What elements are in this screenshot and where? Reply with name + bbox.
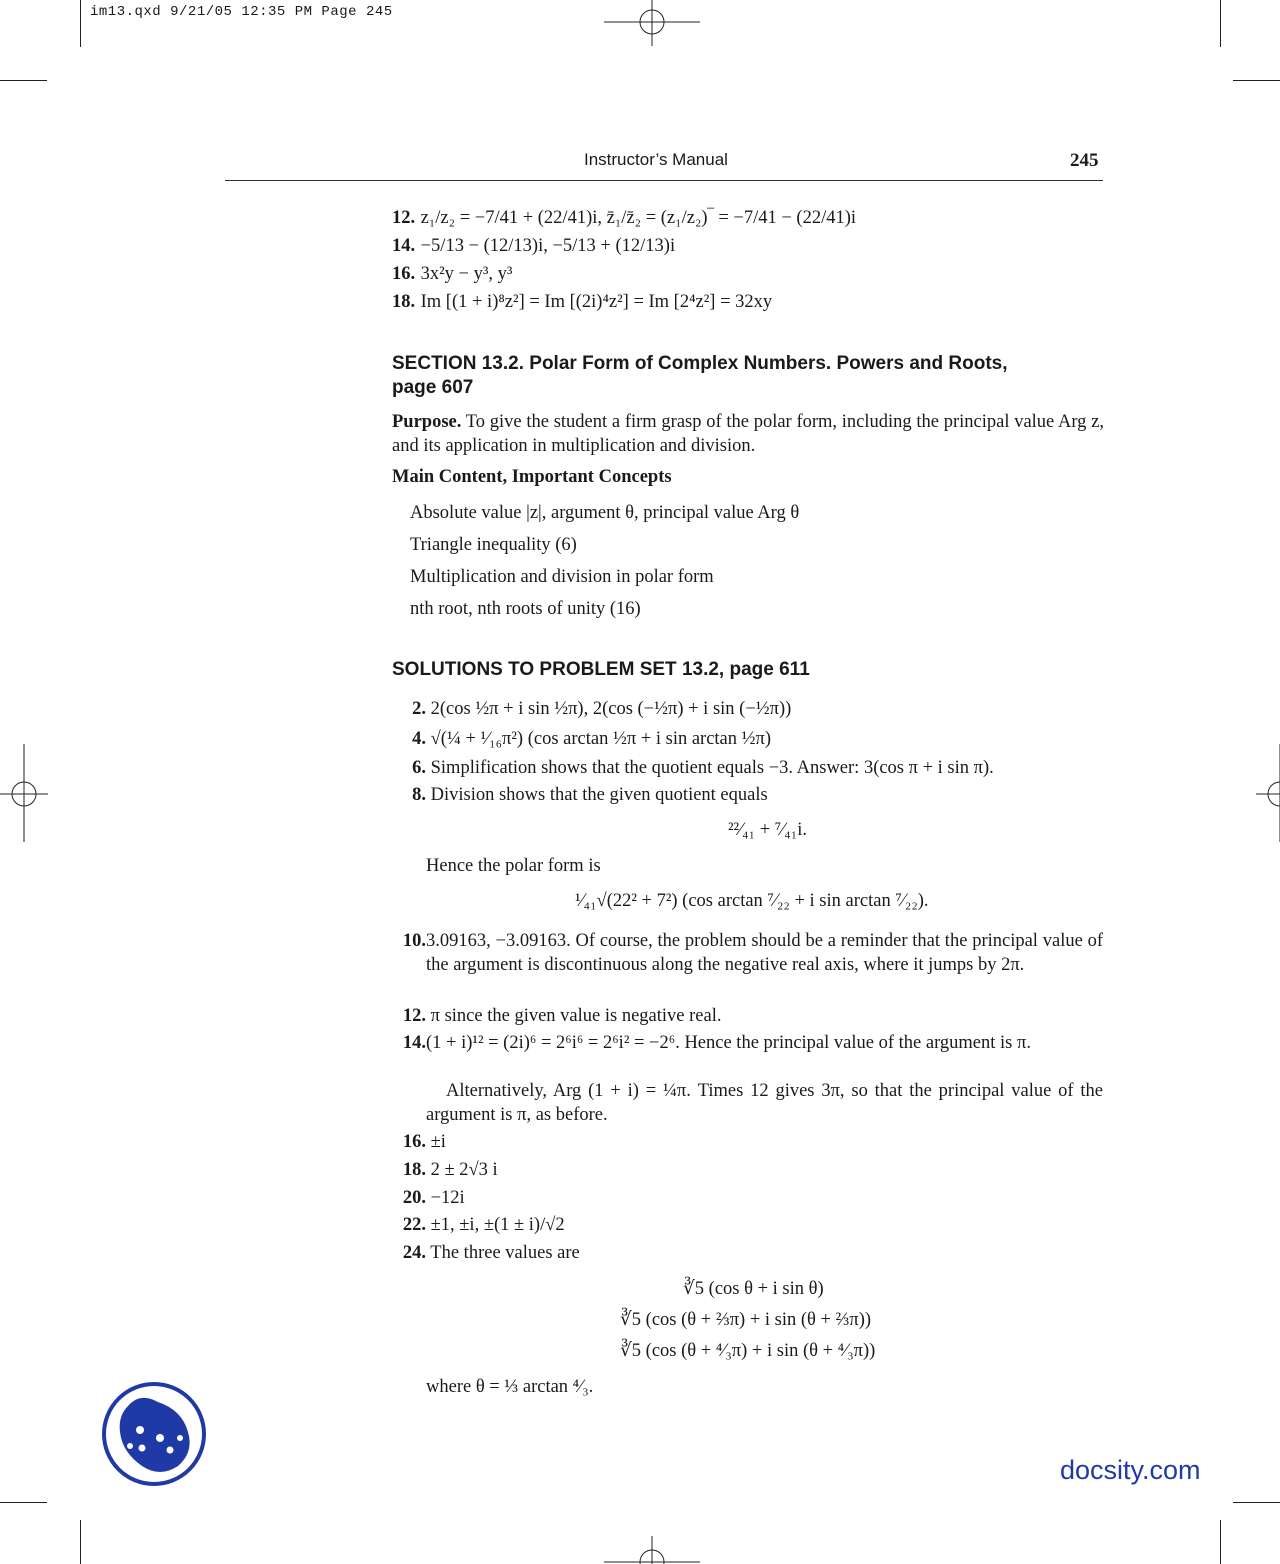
text-line: where θ = ⅓ arctan ⁴⁄₃. — [426, 1377, 594, 1397]
solution-line — [392, 783, 768, 807]
item-text: Simplification shows that the quotient equals −3. Answer: 3(cos π + i sin π). — [430, 758, 994, 778]
watermark[interactable]: docsity.com — [1060, 1455, 1201, 1485]
concept-item: Triangle inequality (6) — [410, 535, 577, 555]
answer-line — [392, 234, 675, 258]
item-text: The three values are — [430, 1243, 580, 1263]
concept-item: nth root, nth roots of unity (16) — [410, 599, 641, 619]
item-number: 16. — [402, 1132, 426, 1152]
item-text: 2 ± 2√3 i — [430, 1160, 498, 1180]
crop-mark — [80, 1520, 81, 1564]
solution-line — [392, 1213, 565, 1237]
purpose-label: Purpose. — [392, 412, 462, 432]
solution-line — [392, 697, 791, 721]
item-number: 12. — [402, 1006, 426, 1026]
display-equation: ∛5 (cos (θ + ⅔π) + i sin (θ + ⅔π)) — [620, 1310, 872, 1330]
item-text: √(¼ + ¹⁄₁₆π²) (cos arctan ½π + i sin arctan ½π) — [430, 729, 772, 749]
header-rule — [225, 180, 1103, 181]
item-text: −5/13 − (12/13)i, −5/13 + (12/13)i — [420, 236, 676, 256]
display-equation: ∛5 (cos (θ + ⁴⁄₃π) + i sin (θ + ⁴⁄₃π)) — [620, 1341, 876, 1361]
solution-line — [392, 1004, 721, 1028]
display-equation: ²²⁄₄₁ + ⁷⁄₄₁i. — [728, 820, 807, 840]
solution-line — [392, 1241, 580, 1265]
crop-mark — [0, 1502, 47, 1503]
item-text: (1 + i)¹² = (2i)⁶ = 2⁶i⁶ = 2⁶i² = −2⁶. Hence the principal value of the argument is π. — [426, 1033, 1031, 1053]
solutions-heading: SOLUTIONS TO PROBLEM SET 13.2, page 611 — [392, 659, 810, 680]
page-number: 245 — [1070, 150, 1099, 171]
item-text: 2(cos ½π + i sin ½π), 2(cos (−½π) + i sin (−½π)) — [430, 699, 792, 719]
answer-line — [392, 206, 856, 230]
answer-line — [392, 290, 772, 314]
registration-mark-top — [604, 0, 700, 46]
item-number: 4. — [412, 729, 426, 749]
section-heading: SECTION 13.2. Polar Form of Complex Numbers. Powers and Roots, — [392, 353, 1008, 374]
item-number: 14. — [402, 1033, 426, 1053]
item-text: z₁/z₂ = −7/41 + (22/41)i, z̄₁/z̄₂ = (z₁/z₂)‾ = −7/41 − (22/41)i — [420, 208, 857, 228]
item-number: 22. — [402, 1215, 426, 1235]
item-text: π since the given value is negative real. — [430, 1006, 722, 1026]
purpose-paragraph — [392, 410, 1104, 458]
item-text: Division shows that the given quotient equals — [430, 785, 768, 805]
solution-line — [392, 929, 426, 953]
item-number: 16. — [392, 264, 416, 284]
purpose-text: To give the student a firm grasp of the polar form, including the principal value Arg z, and its application in multiplication and division. — [392, 412, 1104, 456]
answer-line — [392, 262, 512, 286]
item-number: 14. — [392, 236, 416, 256]
solution-line — [392, 1158, 498, 1182]
solution-line — [392, 1186, 465, 1210]
section-heading-cont: page 607 — [392, 377, 474, 398]
registration-mark-left — [0, 744, 48, 842]
item-number: 2. — [412, 699, 426, 719]
running-head: Instructor’s Manual — [584, 150, 728, 169]
item-number: 20. — [402, 1188, 426, 1208]
docsity-logo — [100, 1380, 208, 1488]
item-text: Alternatively, Arg (1 + i) = ¼π. Times 12 gives 3π, so that the principal value of the argument is π, as before. — [426, 1081, 1103, 1125]
display-equation: ¹⁄₄₁√(22² + 7²) (cos arctan ⁷⁄₂₂ + i sin arctan ⁷⁄₂₂). — [575, 891, 929, 911]
item-number: 12. — [392, 208, 416, 228]
crop-mark — [1220, 0, 1221, 47]
display-equation: ∛5 (cos θ + i sin θ) — [683, 1279, 824, 1299]
item-number: 18. — [392, 292, 416, 312]
registration-mark-right — [1256, 744, 1280, 842]
concept-item: Absolute value |z|, argument θ, principal value Arg θ — [410, 503, 800, 523]
item-text: 3x²y − y³, y³ — [420, 264, 513, 284]
item-number: 6. — [412, 758, 426, 778]
solution-line — [392, 727, 771, 751]
crop-mark — [80, 0, 81, 47]
main-content-heading: Main Content, Important Concepts — [392, 467, 672, 487]
item-text: 3.09163, −3.09163. Of course, the problem should be a reminder that the principal value of the argument is discontinuous along the negative real axis, where it jumps by 2π. — [426, 931, 1103, 975]
item-text: Im [(1 + i)⁸z²] = Im [(2i)⁴z²] = Im [2⁴z²] = 32xy — [420, 292, 773, 312]
crop-mark — [1233, 80, 1280, 81]
item-number: 18. — [402, 1160, 426, 1180]
text-line: Hence the polar form is — [426, 856, 601, 876]
item-number: 24. — [402, 1243, 426, 1263]
print-slug: im13.qxd 9/21/05 12:35 PM Page 245 — [90, 4, 393, 20]
item-text: ±1, ±i, ±(1 ± i)/√2 — [430, 1215, 565, 1235]
solution-line — [392, 1130, 446, 1154]
crop-mark — [1220, 1520, 1221, 1564]
item-text: −12i — [430, 1188, 465, 1208]
registration-mark-bottom — [604, 1536, 700, 1564]
crop-mark — [0, 80, 47, 81]
item-number: 8. — [412, 785, 426, 805]
solution-line — [392, 756, 994, 780]
solution-line — [392, 1031, 426, 1055]
concept-item: Multiplication and division in polar form — [410, 567, 714, 587]
item-number: 10. — [402, 931, 426, 951]
item-text: ±i — [430, 1132, 446, 1152]
crop-mark — [1233, 1502, 1280, 1503]
